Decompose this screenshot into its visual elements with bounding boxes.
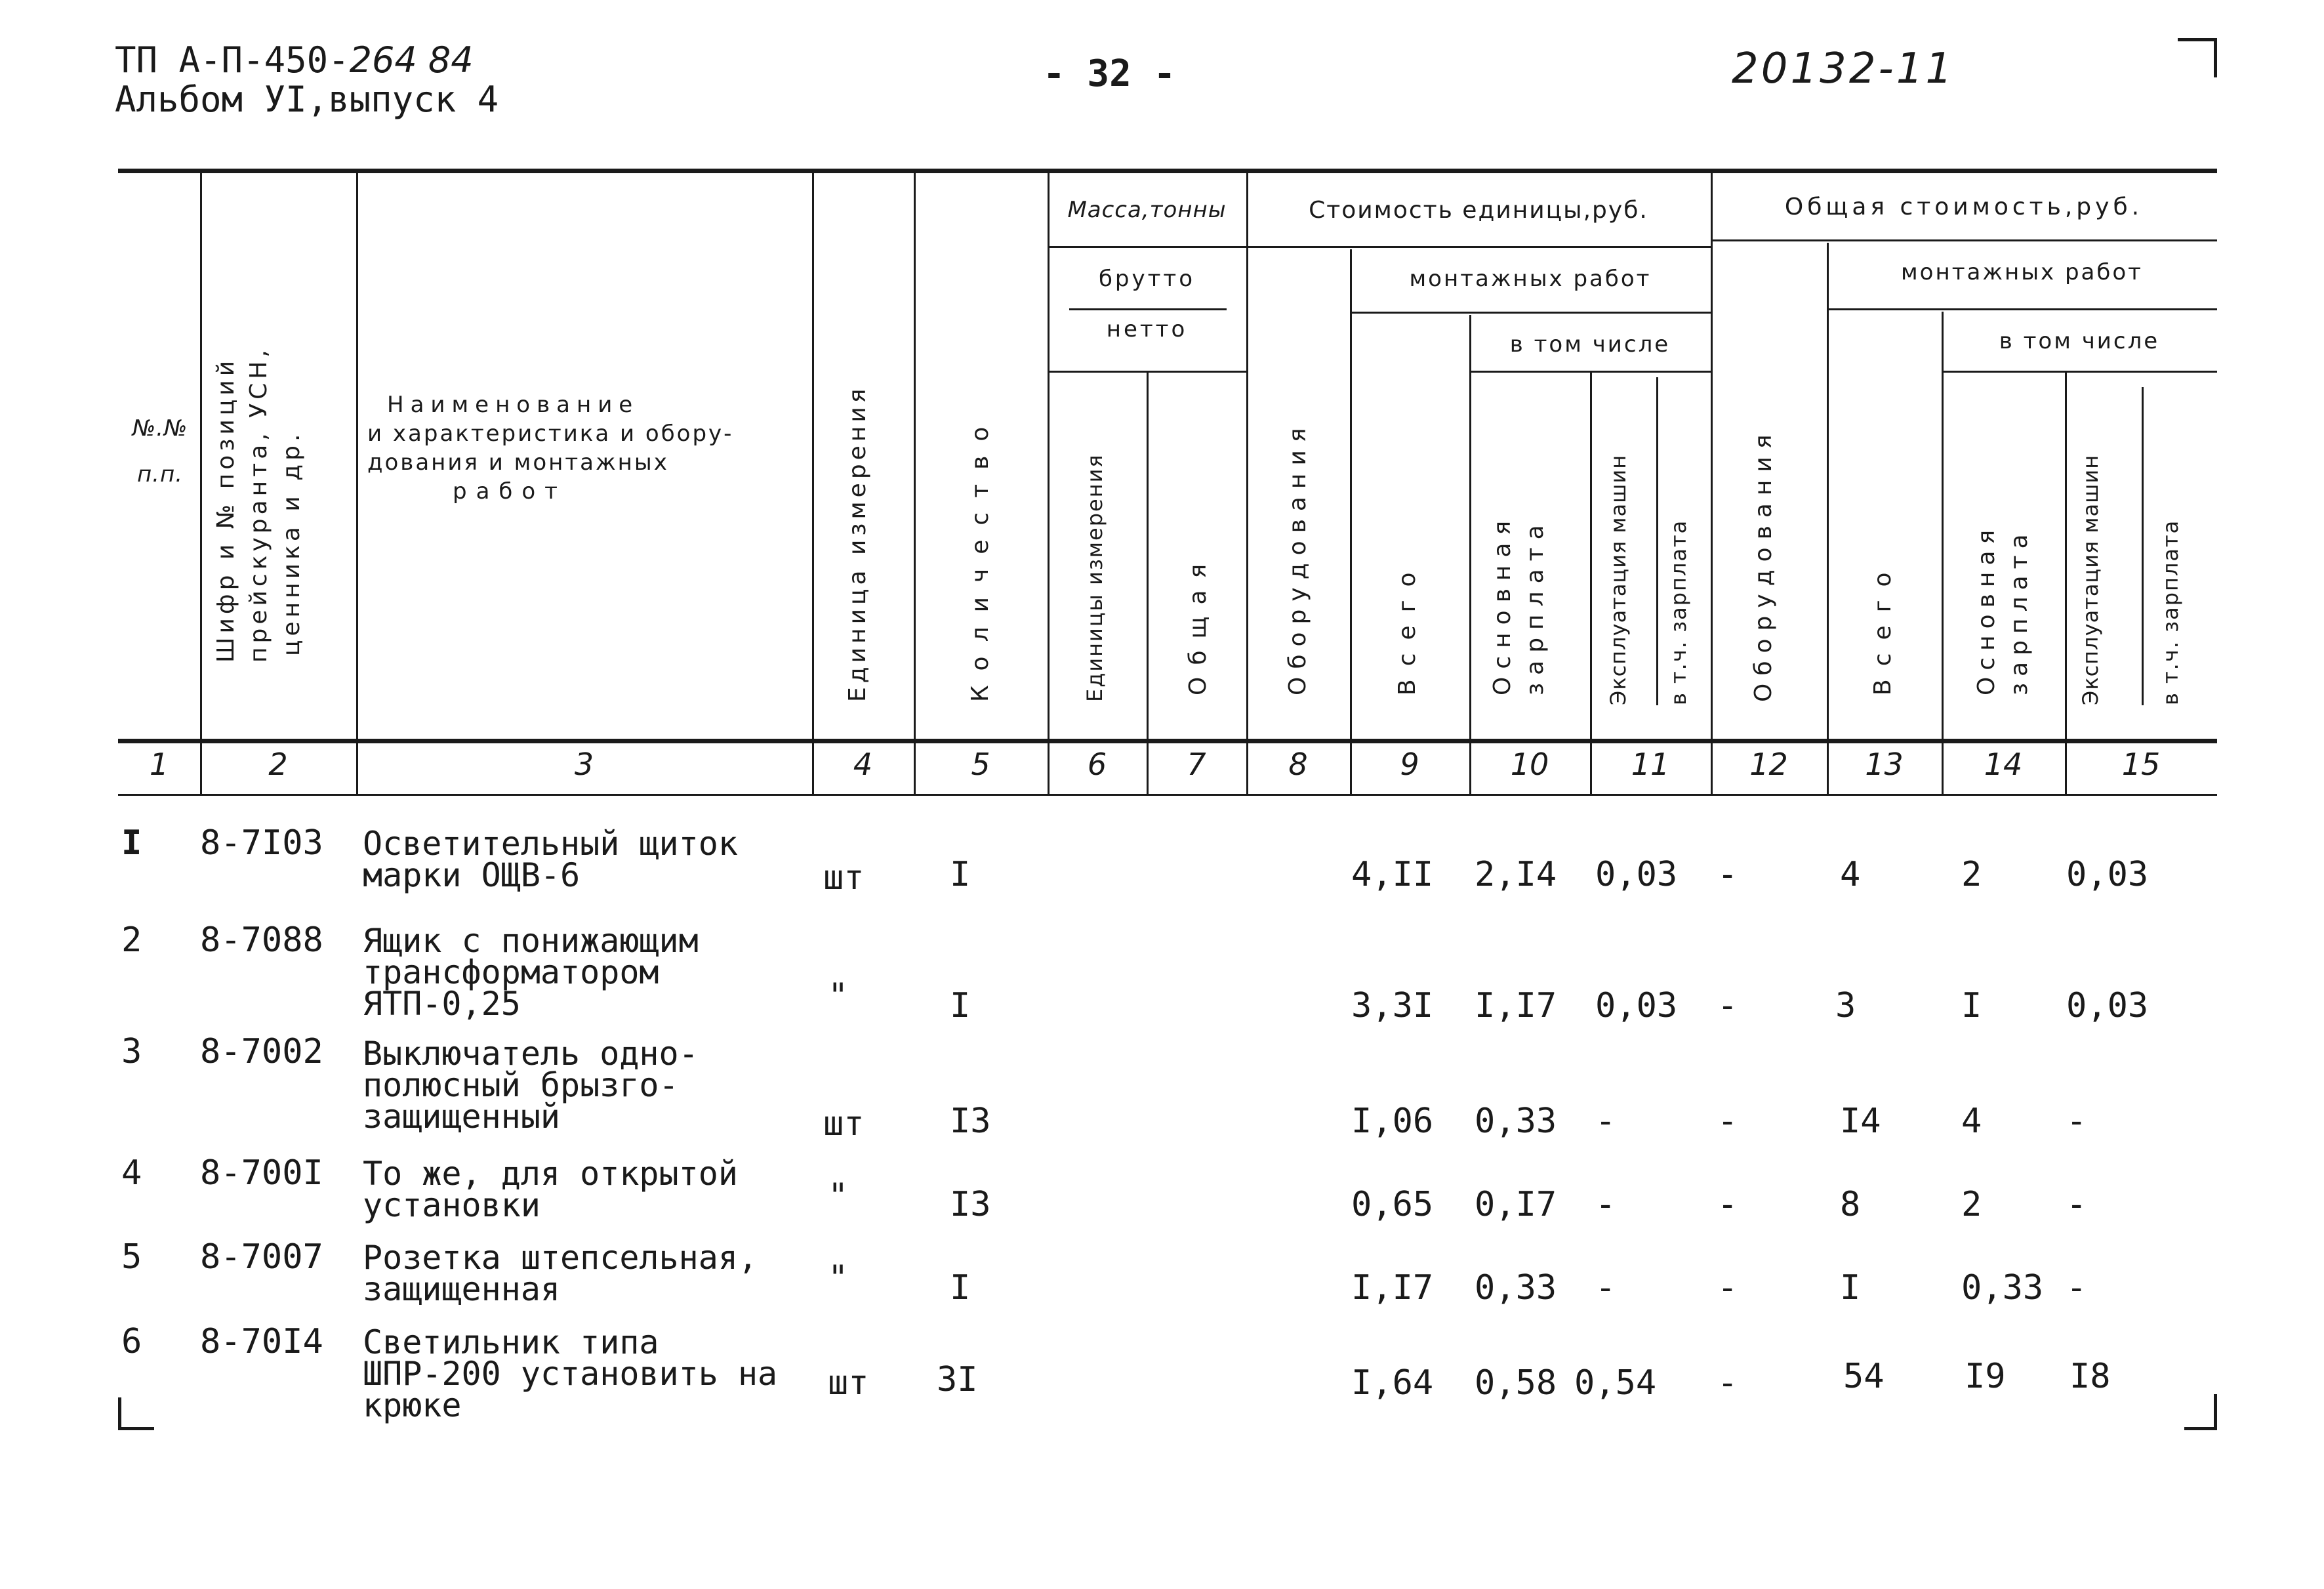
header-col-6: Единицы измерения xyxy=(1082,453,1107,702)
column-number-3: 3 xyxy=(574,747,594,782)
header-col-15-line2: в т.ч. зарплата xyxy=(2158,519,2183,705)
header-incl: в том числе xyxy=(1509,331,1671,358)
header-mass: Масса,тонны xyxy=(1067,197,1227,223)
corner-mark-bottom-left xyxy=(118,1397,154,1430)
header-col-13: Всего xyxy=(1869,559,1896,695)
column-number-10: 10 xyxy=(1510,747,1549,782)
header-montage-2: монтажных работ xyxy=(1901,259,2143,285)
header-col-5: Количество xyxy=(967,412,994,702)
column-number-4: 4 xyxy=(853,747,873,782)
header-col-7: Общая xyxy=(1185,552,1212,695)
column-number-2: 2 xyxy=(268,747,288,782)
header-unit-cost: Стоимость единицы,руб. xyxy=(1309,197,1648,224)
header-brutto: брутто xyxy=(1098,266,1196,292)
page-number: - 32 - xyxy=(1043,52,1176,95)
column-number-15: 15 xyxy=(2121,747,2161,782)
column-number-14: 14 xyxy=(1984,747,2023,782)
header-col-14-line1: Основная xyxy=(1973,523,2000,695)
code-text: ТП А-П-450- xyxy=(115,39,350,81)
header-col-2-line3: ценника и др. xyxy=(278,430,305,656)
column-number-13: 13 xyxy=(1865,747,1904,782)
header-col-2-line1: Шифр и № позиций xyxy=(213,356,239,663)
header-total-cost: Общая стоимость,руб. xyxy=(1784,194,2144,220)
album-label: Альбом УI,выпуск 4 xyxy=(115,79,499,120)
header-col-2-line2: прейскуранта, УСН, xyxy=(245,346,272,663)
header-montage: монтажных работ xyxy=(1409,266,1652,292)
header-incl-2: в том числе xyxy=(1999,328,2160,354)
column-number-1: 1 xyxy=(149,747,169,782)
column-number-7: 7 xyxy=(1187,747,1206,782)
header-col-15-line1: Эксплуатация машин xyxy=(2078,454,2103,705)
header-netto: нетто xyxy=(1106,316,1188,342)
column-number-9: 9 xyxy=(1400,747,1419,782)
corner-mark-top-right xyxy=(2178,38,2217,77)
header-col-8: Оборудования xyxy=(1284,420,1311,695)
column-number-12: 12 xyxy=(1749,747,1788,782)
column-number-6: 6 xyxy=(1087,747,1107,782)
column-number-5: 5 xyxy=(971,747,990,782)
header-col-3: Наименование и характеристика и обору- дования и монтажных работ xyxy=(367,392,734,505)
column-number-8: 8 xyxy=(1288,747,1308,782)
column-number-11: 11 xyxy=(1631,747,1670,782)
header-col-12: Оборудования xyxy=(1750,426,1777,702)
header-col-10-line2: зарплата xyxy=(1522,517,1549,695)
header-col-1: №.№ п.п. xyxy=(132,415,188,487)
header-col-10-line1: Основная xyxy=(1489,512,1516,695)
header-col-9: Всего xyxy=(1394,559,1421,695)
code-handwritten: 264 84 xyxy=(349,39,474,81)
header-col-11-line2: в т.ч. зарплата xyxy=(1666,519,1691,705)
document-code xyxy=(115,41,499,119)
header-col-4: Единица измерения xyxy=(844,384,871,702)
document-number: 20132-11 xyxy=(1732,45,1955,93)
header-col-11-line1: Эксплуатация машин xyxy=(1606,454,1631,705)
header-col-14-line2: зарплата xyxy=(2006,527,2033,695)
corner-mark-bottom-right xyxy=(2184,1394,2217,1430)
